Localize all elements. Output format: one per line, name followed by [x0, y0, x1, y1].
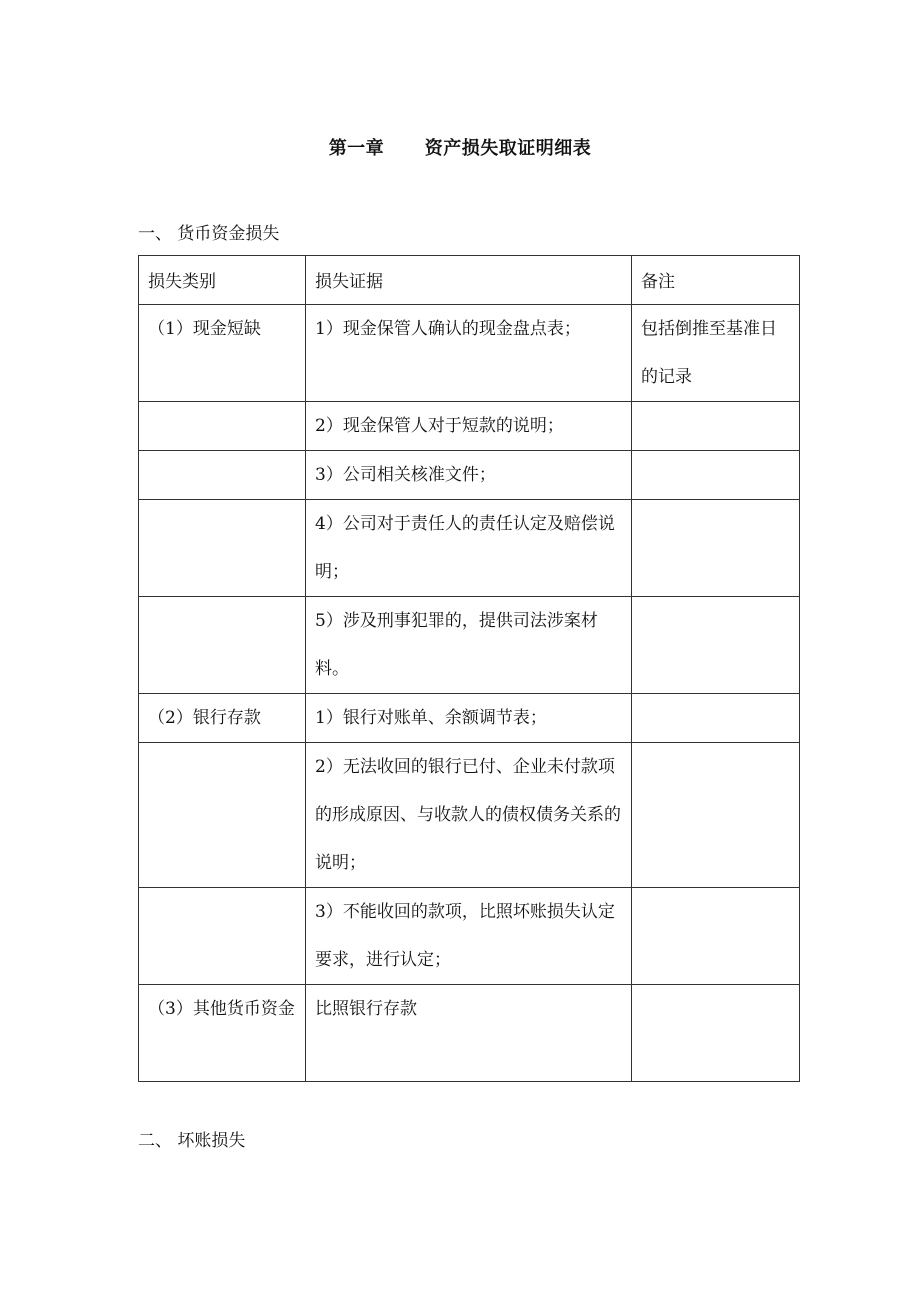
category-cell: [139, 597, 306, 694]
evidence-cell: 1）现金保管人确认的现金盘点表；: [306, 305, 632, 402]
category-cell: [139, 402, 306, 451]
evidence-cell: 4）公司对于责任人的责任认定及赔偿说明；: [306, 500, 632, 597]
table-row: [139, 743, 800, 888]
section-heading-monetary-funds-loss: 一、 货币资金损失: [138, 224, 280, 244]
category-cell: [139, 451, 306, 500]
category-cell: [139, 888, 306, 985]
header-loss-evidence: 损失证据: [306, 256, 632, 305]
note-cell: [632, 694, 800, 743]
loss-evidence-table: [138, 255, 800, 1082]
evidence-cell: 2）现金保管人对于短款的说明；: [306, 402, 632, 451]
note-cell: [632, 402, 800, 451]
note-cell: [632, 451, 800, 500]
table-row: [139, 985, 800, 1082]
category-cell: （1）现金短缺: [139, 305, 306, 402]
category-cell: （2）银行存款: [139, 694, 306, 743]
note-cell: [632, 888, 800, 985]
header-loss-category: 损失类别: [139, 256, 306, 305]
note-cell: [632, 985, 800, 1082]
page-title: 第一章 资产损失取证明细表: [328, 138, 592, 159]
table-row: [139, 402, 800, 451]
evidence-cell: 比照银行存款: [306, 985, 632, 1082]
evidence-cell: 5）涉及刑事犯罪的，提供司法涉案材料。: [306, 597, 632, 694]
evidence-cell: 2）无法收回的银行已付、企业未付款项的形成原因、与收款人的债权债务关系的说明；: [306, 743, 632, 888]
evidence-cell: 3）公司相关核准文件；: [306, 451, 632, 500]
table-row: [139, 597, 800, 694]
table-row: [139, 451, 800, 500]
evidence-cell: 1）银行对账单、余额调节表；: [306, 694, 632, 743]
evidence-cell: 3）不能收回的款项，比照坏账损失认定要求，进行认定；: [306, 888, 632, 985]
table-row: [139, 694, 800, 743]
section-heading-bad-debt-loss: 二、 坏账损失: [138, 1131, 246, 1151]
category-cell: [139, 500, 306, 597]
note-cell: [632, 743, 800, 888]
note-cell: [632, 500, 800, 597]
table-row: [139, 500, 800, 597]
note-cell: [632, 597, 800, 694]
category-cell: （3）其他货币资金: [139, 985, 306, 1082]
note-cell: 包括倒推至基准日的记录: [632, 305, 800, 402]
table-header-row: [139, 256, 800, 305]
table-row: [139, 305, 800, 402]
header-note: 备注: [632, 256, 800, 305]
table-row: [139, 888, 800, 985]
category-cell: [139, 743, 306, 888]
